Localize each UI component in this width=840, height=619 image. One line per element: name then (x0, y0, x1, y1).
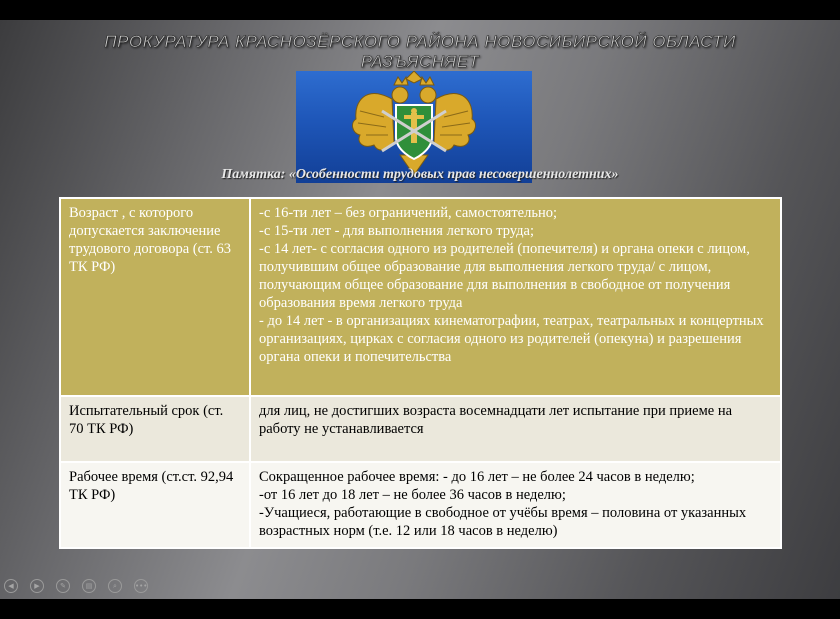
more-options-icon[interactable]: ••• (134, 579, 148, 593)
table-row-line: -от 16 лет до 18 лет – не более 36 часов в неделю; (259, 487, 566, 503)
slide-title-line2: РАЗЪЯСНЯЕТ (360, 52, 480, 71)
info-table (59, 197, 782, 549)
table-row-label: Испытательный срок (ст. 70 ТК РФ) (60, 396, 250, 462)
table-row-line: Сокращенное рабочее время: - до 16 лет – не более 24 часов в неделю; (259, 469, 695, 485)
slide-title-line1: ПРОКУРАТУРА КРАСНОЗЁРСКОГО РАЙОНА НОВОСИБИРСКОЙ ОБЛАСТИ (104, 32, 736, 51)
table-row-line: - до 14 лет - в организациях кинематографии, театрах, театральных и концертных организациях, цирках с согласия одного из родителей (опекуна) и разрешения органа опеки и попечительства (259, 313, 764, 365)
table-row-label: Рабочее время (ст.ст. 92,94 ТК РФ) (60, 462, 250, 548)
table-row-line: -с 15-ти лет - для выполнения легкого труда; (259, 223, 534, 239)
next-slide-icon[interactable]: ▶ (30, 579, 44, 593)
bottom-letterbox (0, 599, 840, 619)
slide-subtitle: Памятка: «Особенности трудовых прав несовершеннолетних» (221, 167, 619, 182)
zoom-icon[interactable]: ⌕ (108, 579, 122, 593)
table-row-line: -с 14 лет- с согласия одного из родителей (попечителя) и органа опеки с лицом, получившим общее образование для выполнения легкого труда/ с лицом, получающим общее образование для выполнения в свободное от получения образования время легкого труда (259, 241, 750, 311)
table-row-content (250, 198, 781, 396)
table-row (60, 396, 781, 462)
table-row (60, 462, 781, 548)
table-row-line: для лиц, не достигших возраста восемнадцати лет испытание при приеме на работу не устанавливается (259, 403, 733, 437)
table-row-content (250, 396, 781, 462)
see-all-slides-icon[interactable]: ▤ (82, 579, 96, 593)
table-row (60, 198, 781, 396)
table-row-label: Возраст , с которого допускается заключение трудового договора (ст. 63 ТК РФ) (60, 198, 250, 396)
pen-icon[interactable]: ✎ (56, 579, 70, 593)
table-row-line: -с 16-ти лет – без ограничений, самостоятельно; (259, 205, 557, 221)
top-letterbox (0, 0, 840, 20)
table-row-content (250, 462, 781, 548)
prev-slide-icon[interactable]: ◀ (4, 579, 18, 593)
table-row-line: -Учащиеся, работающие в свободное от учёбы время – половина от указанных возрастных норм (т.е. 12 или 18 часов в неделю) (259, 505, 747, 539)
